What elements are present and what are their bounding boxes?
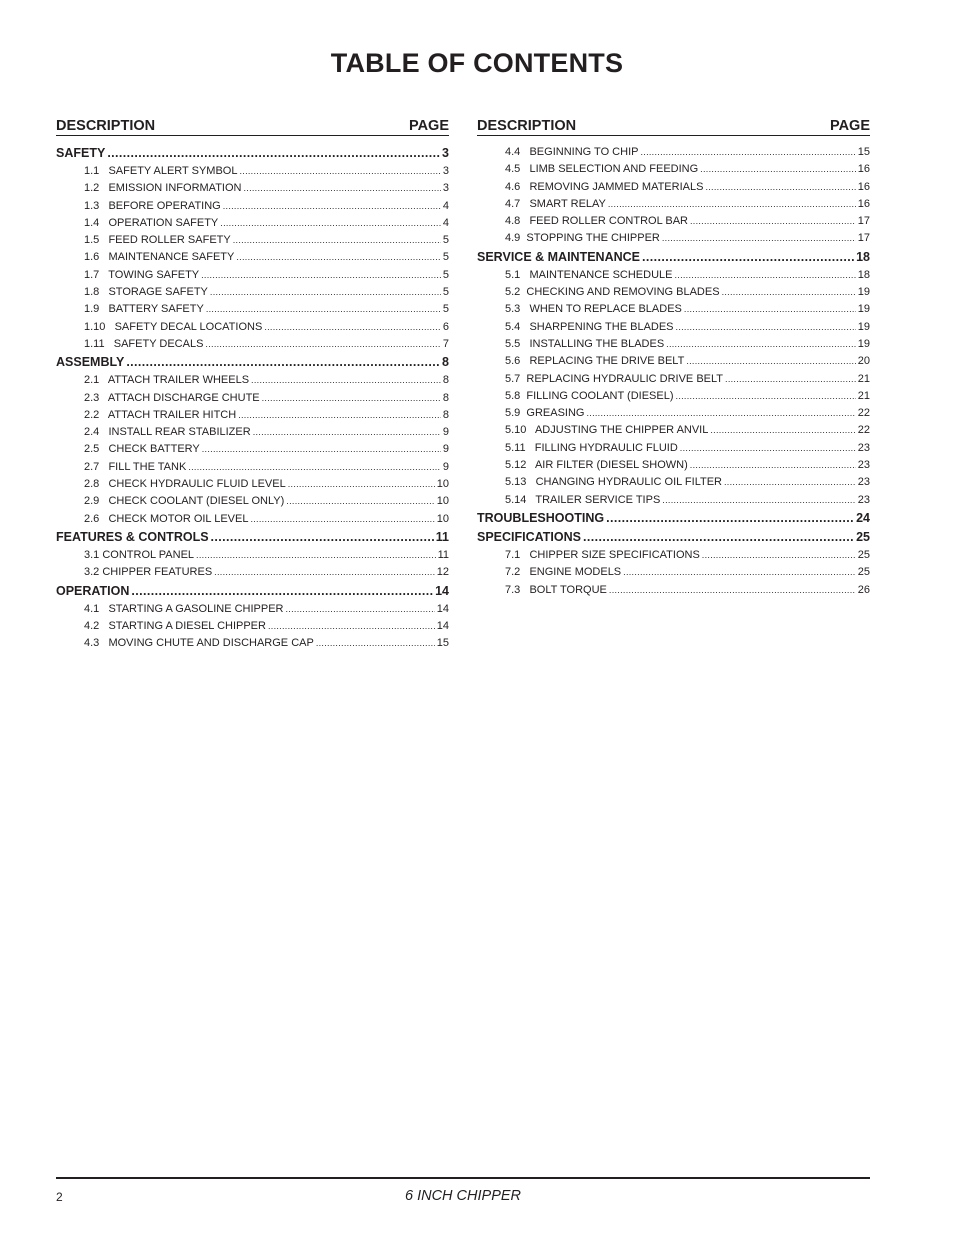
entry-page-number: 5 xyxy=(442,251,449,264)
toc-subsection-entry xyxy=(56,618,449,635)
entry-page-number: 17 xyxy=(857,232,870,245)
dot-leader xyxy=(286,493,434,510)
entry-label: 4.8 FEED ROLLER CONTROL BAR xyxy=(505,215,688,228)
dot-leader xyxy=(126,353,440,372)
dot-leader xyxy=(586,405,855,422)
dot-leader xyxy=(702,547,856,564)
toc-subsection-entry xyxy=(477,422,870,439)
toc-section-entry xyxy=(56,353,449,372)
entry-label: 1.6 MAINTENANCE SAFETY xyxy=(84,251,235,264)
dot-leader xyxy=(243,180,440,197)
toc-subsection-entry xyxy=(56,441,449,458)
toc-subsection-entry xyxy=(56,459,449,476)
entry-page-number: 11 xyxy=(435,529,449,544)
entry-page-number: 10 xyxy=(436,478,449,491)
entry-page-number: 9 xyxy=(442,460,449,473)
toc-subsection-entry xyxy=(56,511,449,528)
toc-subsection-entry xyxy=(477,144,870,161)
dot-leader xyxy=(642,248,854,267)
entry-page-number: 8 xyxy=(442,355,449,370)
entry-label: 1.5 FEED ROLLER SAFETY xyxy=(84,234,231,247)
entry-label: 7.2 ENGINE MODELS xyxy=(505,566,622,579)
dot-leader xyxy=(710,422,855,439)
toc-section-entry xyxy=(477,248,870,267)
description-heading: DESCRIPTION xyxy=(56,118,156,134)
entry-label: 5.13 CHANGING HYDRAULIC OIL FILTER xyxy=(505,476,722,489)
entry-label: 5.9 GREASING xyxy=(505,407,585,420)
entry-page-number: 19 xyxy=(857,286,870,299)
entry-label: 1.4 OPERATION SAFETY xyxy=(84,216,219,229)
toc-entries xyxy=(56,144,449,652)
entry-label: 4.3 MOVING CHUTE AND DISCHARGE CAP xyxy=(84,637,314,650)
dot-leader xyxy=(316,635,435,652)
toc-subsection-entry xyxy=(477,353,870,370)
dot-leader xyxy=(623,564,856,581)
dot-leader xyxy=(608,196,856,213)
entry-label: 2.4 INSTALL REAR STABILIZER xyxy=(84,426,251,439)
entry-label: 5.12 AIR FILTER (DIESEL SHOWN) xyxy=(505,459,688,472)
toc-subsection-entry xyxy=(477,336,870,353)
entry-label: 3.1 CONTROL PANEL xyxy=(84,548,195,561)
page-heading: PAGE xyxy=(829,118,870,134)
entry-label: 4.5 LIMB SELECTION AND FEEDING xyxy=(505,163,699,176)
entry-page-number: 26 xyxy=(857,583,870,596)
toc-column-left xyxy=(56,115,449,652)
entry-label: SERVICE & MAINTENANCE xyxy=(477,249,640,264)
entry-label: 3.2 CHIPPER FEATURES xyxy=(84,566,213,579)
toc-subsection-entry xyxy=(477,179,870,196)
entry-label: SPECIFICATIONS xyxy=(477,529,581,544)
entry-page-number: 3 xyxy=(442,182,449,195)
toc-subsection-entry xyxy=(56,635,449,652)
dot-leader xyxy=(233,232,441,249)
entry-page-number: 5 xyxy=(442,234,449,247)
entry-label: 1.10 SAFETY DECAL LOCATIONS xyxy=(84,320,263,333)
entry-label: 2.6 CHECK MOTOR OIL LEVEL xyxy=(84,512,249,525)
entry-page-number: 23 xyxy=(857,459,870,472)
dot-leader xyxy=(131,582,433,601)
toc-section-entry xyxy=(56,582,449,601)
entry-page-number: 25 xyxy=(857,548,870,561)
dot-leader xyxy=(700,161,856,178)
dot-leader xyxy=(609,582,856,599)
dot-leader xyxy=(188,459,441,476)
page-heading: PAGE xyxy=(408,118,449,134)
toc-subsection-entry xyxy=(477,301,870,318)
entry-page-number: 14 xyxy=(435,583,449,598)
dot-leader xyxy=(676,319,856,336)
toc-subsection-entry xyxy=(56,232,449,249)
toc-subsection-entry xyxy=(477,371,870,388)
entry-page-number: 17 xyxy=(857,215,870,228)
entry-page-number: 9 xyxy=(442,443,449,456)
dot-leader xyxy=(206,301,441,318)
dot-leader xyxy=(196,547,436,564)
toc-section-entry xyxy=(477,528,870,547)
dot-leader xyxy=(223,198,441,215)
toc-subsection-entry xyxy=(56,215,449,232)
dot-leader xyxy=(201,267,441,284)
toc-subsection-entry xyxy=(477,547,870,564)
toc-subsection-entry xyxy=(56,547,449,564)
entry-label: 1.7 TOWING SAFETY xyxy=(84,268,200,281)
dot-leader xyxy=(725,371,856,388)
entry-page-number: 14 xyxy=(436,602,449,615)
dot-leader xyxy=(606,509,854,528)
toc-subsection-entry xyxy=(477,405,870,422)
toc-subsection-entry xyxy=(56,372,449,389)
dot-leader xyxy=(680,440,856,457)
dot-leader xyxy=(253,424,441,441)
toc-subsection-entry xyxy=(56,301,449,318)
toc-subsection-entry xyxy=(56,336,449,353)
entry-page-number: 3 xyxy=(442,165,449,177)
toc-subsection-entry xyxy=(477,492,870,509)
entry-page-number: 23 xyxy=(857,493,870,506)
dot-leader xyxy=(214,564,435,581)
dot-leader xyxy=(674,267,855,284)
entry-page-number: 22 xyxy=(857,407,870,420)
entry-page-number: 11 xyxy=(437,548,449,561)
toc-subsection-entry xyxy=(477,388,870,405)
toc-subsection-entry xyxy=(56,390,449,407)
footer-title: 6 INCH CHIPPER xyxy=(404,1188,522,1204)
entry-page-number: 4 xyxy=(442,216,449,229)
dot-leader xyxy=(640,144,855,161)
entry-page-number: 3 xyxy=(442,146,449,160)
entry-label: 4.6 REMOVING JAMMED MATERIALS xyxy=(505,180,704,193)
entry-label: OPERATION xyxy=(56,583,130,598)
dot-leader xyxy=(211,528,434,547)
entry-label: 5.3 WHEN TO REPLACE BLADES xyxy=(505,303,682,316)
toc-subsection-entry xyxy=(56,407,449,424)
entry-page-number: 6 xyxy=(442,320,449,333)
dot-leader xyxy=(662,492,855,509)
toc-section-entry xyxy=(56,528,449,547)
entry-label: 2.7 FILL THE TANK xyxy=(84,460,187,473)
entry-label: 7.3 BOLT TORQUE xyxy=(505,583,607,596)
entry-label: 5.4 SHARPENING THE BLADES xyxy=(505,320,674,333)
entry-label: 1.8 STORAGE SAFETY xyxy=(84,286,208,299)
entry-page-number: 21 xyxy=(857,389,870,402)
entry-label: FEATURES & CONTROLS xyxy=(56,529,209,544)
entry-page-number: 7 xyxy=(442,337,449,350)
entry-label: SAFETY xyxy=(56,146,106,160)
entry-page-number: 8 xyxy=(442,408,449,421)
entry-label: 5.11 FILLING HYDRAULIC FLUID xyxy=(505,441,678,454)
toc-subsection-entry xyxy=(56,180,449,197)
entry-label: 5.8 FILLING COOLANT (DIESEL) xyxy=(505,389,674,402)
dot-leader xyxy=(286,601,435,618)
toc-subsection-entry xyxy=(56,198,449,215)
dot-leader xyxy=(262,390,441,407)
toc-subsection-entry xyxy=(477,564,870,581)
toc-subsection-entry xyxy=(56,493,449,510)
dot-leader xyxy=(690,213,856,230)
entry-page-number: 10 xyxy=(436,495,449,508)
toc-subsection-entry xyxy=(477,267,870,284)
toc-subsection-entry xyxy=(477,284,870,301)
dot-leader xyxy=(724,474,856,491)
entry-label: ASSEMBLY xyxy=(56,355,125,370)
dot-leader xyxy=(690,457,856,474)
toc-subsection-entry xyxy=(477,196,870,213)
entry-label: 1.1 SAFETY ALERT SYMBOL xyxy=(84,165,238,177)
dot-leader xyxy=(686,353,855,370)
toc-subsection-entry xyxy=(477,474,870,491)
entry-page-number: 15 xyxy=(436,637,449,650)
entry-page-number: 16 xyxy=(857,180,870,193)
entry-label: 2.2 ATTACH TRAILER HITCH xyxy=(84,408,237,421)
dot-leader xyxy=(107,144,440,163)
dot-leader xyxy=(220,215,441,232)
entry-label: 5.7 REPLACING HYDRAULIC DRIVE BELT xyxy=(505,372,724,385)
toc-subsection-entry xyxy=(477,457,870,474)
dot-leader xyxy=(251,372,441,389)
entry-label: 5.10 ADJUSTING THE CHIPPER ANVIL xyxy=(505,424,709,437)
entry-page-number: 16 xyxy=(857,197,870,210)
entry-label: 2.8 CHECK HYDRAULIC FLUID LEVEL xyxy=(84,478,286,491)
entry-page-number: 18 xyxy=(857,268,870,281)
entry-label: 4.9 STOPPING THE CHIPPER xyxy=(505,232,660,245)
entry-page-number: 19 xyxy=(857,303,870,316)
entry-page-number: 8 xyxy=(442,391,449,404)
entry-label: 5.1 MAINTENANCE SCHEDULE xyxy=(505,268,673,281)
dot-leader xyxy=(238,407,441,424)
entry-page-number: 15 xyxy=(857,146,870,158)
entry-page-number: 5 xyxy=(442,268,449,281)
toc-subsection-entry xyxy=(477,161,870,178)
toc-subsection-entry xyxy=(477,440,870,457)
dot-leader xyxy=(722,284,856,301)
toc-section-entry xyxy=(477,509,870,528)
entry-page-number: 19 xyxy=(857,337,870,350)
entry-label: 1.3 BEFORE OPERATING xyxy=(84,199,221,212)
entry-page-number: 25 xyxy=(857,566,870,579)
toc-column-right xyxy=(477,115,870,599)
toc-subsection-entry xyxy=(56,267,449,284)
toc-subsection-entry xyxy=(56,564,449,581)
entry-page-number: 23 xyxy=(857,476,870,489)
dot-leader xyxy=(250,511,434,528)
entry-page-number: 8 xyxy=(442,374,449,387)
toc-subsection-entry xyxy=(477,230,870,247)
entry-page-number: 22 xyxy=(857,424,870,437)
entry-label: 7.1 CHIPPER SIZE SPECIFICATIONS xyxy=(505,548,700,561)
dot-leader xyxy=(239,163,440,180)
dot-leader xyxy=(288,476,435,493)
toc-section-entry xyxy=(56,144,449,163)
entry-page-number: 20 xyxy=(857,355,870,368)
dot-leader xyxy=(236,249,441,266)
entry-page-number: 9 xyxy=(442,426,449,439)
dot-leader xyxy=(205,336,440,353)
entry-label: 4.7 SMART RELAY xyxy=(505,197,606,210)
entry-page-number: 21 xyxy=(857,372,870,385)
entry-page-number: 23 xyxy=(857,441,870,454)
toc-subsection-entry xyxy=(56,284,449,301)
entry-label: 5.5 INSTALLING THE BLADES xyxy=(505,337,665,350)
entry-label: 5.6 REPLACING THE DRIVE BELT xyxy=(505,355,685,368)
toc-subsection-entry xyxy=(56,249,449,266)
entry-label: 4.2 STARTING A DIESEL CHIPPER xyxy=(84,619,266,632)
entry-label: 5.14 TRAILER SERVICE TIPS xyxy=(505,493,661,506)
toc-subsection-entry xyxy=(56,424,449,441)
entry-label: 2.3 ATTACH DISCHARGE CHUTE xyxy=(84,391,260,404)
toc-subsection-entry xyxy=(477,582,870,599)
entry-label: TROUBLESHOOTING xyxy=(477,510,605,525)
entry-label: 2.9 CHECK COOLANT (DIESEL ONLY) xyxy=(84,495,285,508)
toc-subsection-entry xyxy=(477,213,870,230)
dot-leader xyxy=(676,388,856,405)
page-title: TABLE OF CONTENTS xyxy=(330,48,624,78)
dot-leader xyxy=(662,230,856,247)
dot-leader xyxy=(202,441,441,458)
toc-subsection-entry xyxy=(56,319,449,336)
entry-label: 1.9 BATTERY SAFETY xyxy=(84,303,204,316)
entry-label: 2.5 CHECK BATTERY xyxy=(84,443,200,456)
dot-leader xyxy=(210,284,441,301)
entry-page-number: 25 xyxy=(856,529,870,544)
entry-label: 1.2 EMISSION INFORMATION xyxy=(84,182,242,195)
toc-subsection-entry xyxy=(56,163,449,180)
entry-page-number: 14 xyxy=(436,619,449,632)
entry-label: 1.11 SAFETY DECALS xyxy=(84,337,204,350)
entry-label: 2.1 ATTACH TRAILER WHEELS xyxy=(84,374,250,387)
entry-page-number: 10 xyxy=(436,512,449,525)
description-heading: DESCRIPTION xyxy=(477,118,577,134)
toc-subsection-entry xyxy=(477,319,870,336)
entry-page-number: 12 xyxy=(436,566,449,579)
entry-page-number: 5 xyxy=(442,286,449,299)
entry-page-number: 16 xyxy=(857,163,870,176)
dot-leader xyxy=(583,528,854,547)
entry-label: 4.1 STARTING A GASOLINE CHIPPER xyxy=(84,602,284,615)
dot-leader xyxy=(268,618,435,635)
entry-label: 5.2 CHECKING AND REMOVING BLADES xyxy=(505,286,720,299)
entry-label: 4.4 BEGINNING TO CHIP xyxy=(505,146,639,158)
page-number: 2 xyxy=(56,1190,63,1204)
entry-page-number: 18 xyxy=(856,249,870,264)
toc-subsection-entry xyxy=(56,476,449,493)
entry-page-number: 19 xyxy=(857,320,870,333)
toc-entries xyxy=(477,144,870,599)
entry-page-number: 24 xyxy=(856,510,870,525)
dot-leader xyxy=(666,336,856,353)
entry-page-number: 4 xyxy=(442,199,449,212)
dot-leader xyxy=(684,301,856,318)
footer-divider xyxy=(56,1177,870,1179)
entry-page-number: 5 xyxy=(442,303,449,316)
dot-leader xyxy=(264,319,441,336)
column-header xyxy=(56,115,449,136)
dot-leader xyxy=(705,179,855,196)
column-header xyxy=(477,115,870,136)
toc-subsection-entry xyxy=(56,601,449,618)
